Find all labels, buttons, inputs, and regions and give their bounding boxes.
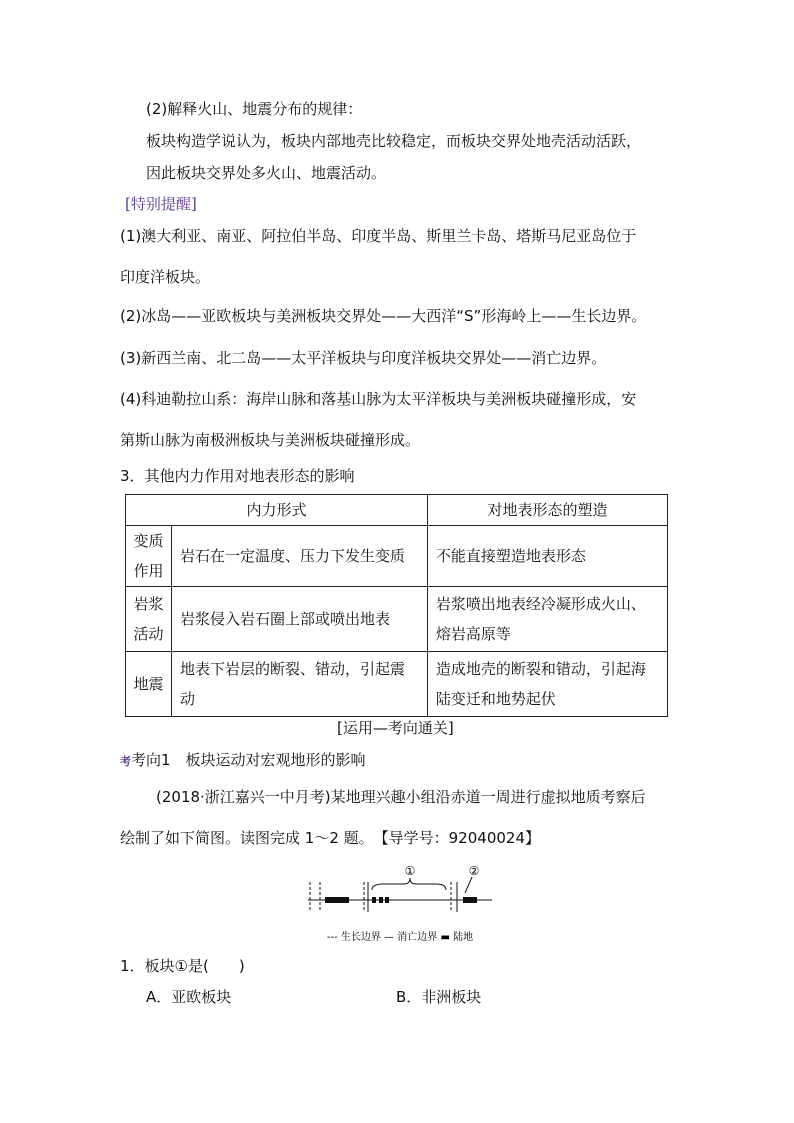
plate-diagram — [300, 860, 500, 948]
tip-item-4-cont: 第斯山脉为南极洲板块与美洲板块碰撞形成。 — [120, 431, 421, 449]
label-2: ② — [468, 864, 480, 878]
header-effect: 对地表形态的塑造 — [427, 495, 667, 526]
source-label: (2018·浙江嘉兴一中月考) — [156, 788, 331, 806]
land-segment — [325, 897, 349, 903]
tip-item-2: (2)冰岛——亚欧板块与美洲板块交界处——大西洋“S”形海岭上——生长边界。 — [120, 307, 647, 325]
land-segment — [463, 897, 477, 903]
tip-title: [特别提醒] — [125, 195, 197, 213]
paragraph-text: 板块构造学说认为，板块内部地壳比较稳定，而板块交界处地壳活动活跃， — [146, 132, 642, 150]
land-segment — [379, 897, 383, 903]
table-row — [126, 587, 668, 652]
diagram-legend: --- 生长边界 — 消亡边界 ▬ 陆地 — [326, 932, 474, 943]
tip-item-1: (1)澳大利亚、南亚、阿拉伯半岛、印度半岛、斯里兰卡岛、塔斯马尼亚岛位于 — [120, 227, 637, 245]
paragraph-2-title: (2)解释火山、地震分布的规律： — [146, 100, 363, 118]
pointer-arrow — [465, 877, 472, 893]
row-name: 地震 — [126, 652, 172, 717]
tip-item-3: (3)新西兰南、北二岛——太平洋板块与印度洋板块交界处——消亡边界。 — [120, 349, 607, 367]
practice-title: [运用—考向通关] — [337, 719, 454, 737]
section-3-heading: 3．其他内力作用对地表形态的影响 — [120, 467, 355, 485]
land-segment — [372, 897, 376, 903]
question-intro-cont: 绘制了如下简图。读图完成 1～2 题。 【导学号：92040024】 — [120, 829, 540, 847]
direction-heading: 考考向1 板块运动对宏观地形的影响 — [120, 751, 366, 769]
question-intro: (2018·浙江嘉兴一中月考)某地理兴趣小组沿赤道一周进行虚拟地质考察后 — [156, 788, 646, 806]
plate-brace — [372, 878, 446, 890]
tip-item-4: (4)科迪勒拉山系：海岸山脉和落基山脉为太平洋板块与美洲板块碰撞形成，安 — [120, 390, 637, 408]
paragraph-text: 因此板块交界处多火山、地震活动。 — [146, 164, 387, 182]
option-b: B．非洲板块 — [396, 988, 482, 1006]
option-a: A．亚欧板块 — [146, 988, 232, 1006]
row-form: 岩浆侵入岩石圈上部或喷出地表 — [172, 587, 428, 652]
direction-icon: 考 — [120, 755, 131, 768]
internal-forces-table — [125, 494, 668, 717]
table-header-row — [126, 495, 668, 526]
row-effect: 造成地壳的断裂和错动，引起海 陆变迁和地势起伏 — [427, 652, 667, 717]
row-effect: 岩浆喷出地表经冷凝形成火山、 熔岩高原等 — [427, 587, 667, 652]
row-form: 地表下岩层的断裂、错动，引起震 动 — [172, 652, 428, 717]
row-name: 岩浆 活动 — [126, 587, 172, 652]
question-1: 1．板块①是( ) — [120, 957, 245, 975]
row-name: 变质 作用 — [126, 526, 172, 587]
header-form: 内力形式 — [126, 495, 428, 526]
table-row — [126, 652, 668, 717]
land-segment — [385, 897, 389, 903]
label-1: ① — [404, 864, 416, 878]
guide-number: 【导学号：92040024】 — [381, 829, 540, 847]
tip-item-1-cont: 印度洋板块。 — [120, 268, 211, 286]
row-effect: 不能直接塑造地表形态 — [427, 526, 667, 587]
table-row — [126, 526, 668, 587]
row-form: 岩石在一定温度、压力下发生变质 — [172, 526, 428, 587]
